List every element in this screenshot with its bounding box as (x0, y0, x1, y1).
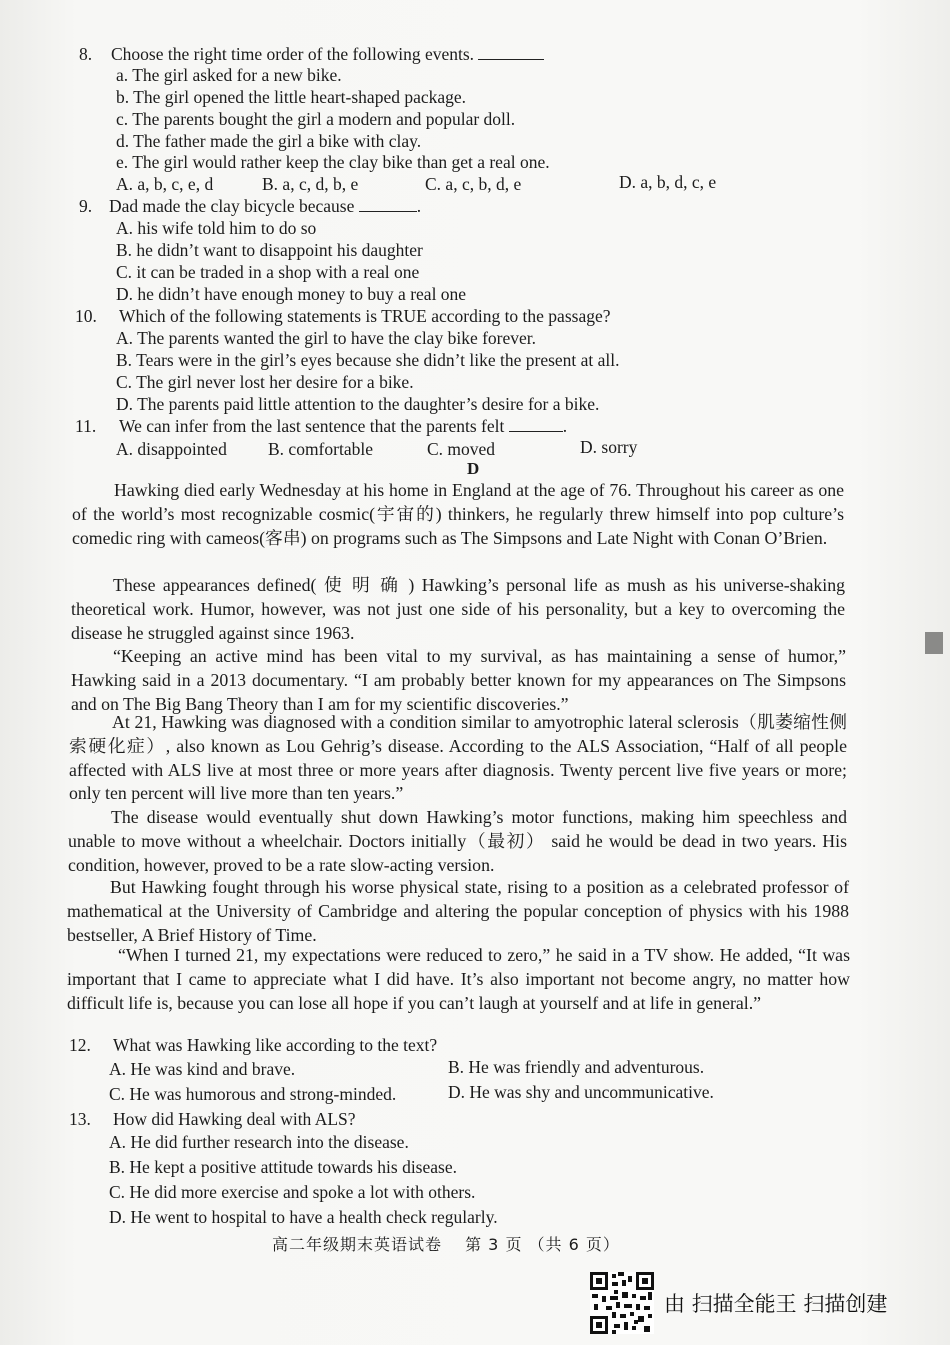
q8-option-c: C. a, c, b, d, e (425, 174, 522, 194)
q8-event-d: d. The father made the girl a bike with clay. (116, 131, 422, 151)
question-12-stem: 12. What was Hawking like according to the text? (69, 1035, 438, 1055)
q13-option-a: A. He did further research into the disease. (109, 1132, 409, 1152)
passage-paragraph-6: But Hawking fought through his worse physical state, rising to a position as a celebrated professor of mathematical at the University of Cambridge and altering the popular conception of physics with his 1988 bestseller, A Brief History of Time. (67, 877, 849, 945)
passage-paragraph-4: At 21, Hawking was diagnosed with a condition similar to amyotrophic lateral sclerosis（肌萎缩性侧索硬化症）, also known as Lou Gehrig’s disease. According to the ALS Association, “Half of all people affected with ALS live at most three or more years after diagnosis. Twenty percent live five years or more; only ten percent will live more than ten years.” (69, 712, 847, 804)
q8-option-b: B. a, c, d, b, e (262, 174, 359, 194)
question-11-stem: 11. We can infer from the last sentence that the parents felt . (75, 416, 568, 436)
q12-option-a: A. He was kind and brave. (109, 1059, 296, 1079)
q12-option-c: C. He was humorous and strong-minded. (109, 1084, 397, 1104)
q8-event-e: e. The girl would rather keep the clay bike than get a real one. (116, 152, 550, 172)
passage-paragraph-5: The disease would eventually shut down Hawking’s motor functions, making him speechless and unable to move without a wheelchair. Doctors initially（最初） said he would be dead in two years. His condition, however, proved to be a rate slow-acting version. (68, 807, 847, 875)
q8-option-a: A. a, b, c, e, d (116, 174, 214, 194)
q10-option-a: A. The parents wanted the girl to have the clay bike forever. (116, 328, 537, 348)
question-9-stem: 9. Dad made the clay bicycle because . (79, 196, 422, 216)
q11-option-b: B. comfortable (268, 439, 373, 459)
q8-event-b: b. The girl opened the little heart-shaped package. (116, 87, 467, 107)
q9-option-a: A. his wife told him to do so (116, 218, 317, 238)
answer-blank (359, 195, 417, 212)
answer-blank (509, 415, 563, 432)
q11-option-d: D. sorry (580, 437, 638, 457)
passage-paragraph-3: “Keeping an active mind has been vital to my survival, as has maintaining a sense of humor,” Hawking said in a 2013 documentary. “I am probably better known for my appearances on The Simpsons and on The Big Bang Theory than I am for my scientific discoveries.” (71, 646, 846, 714)
scanner-watermark: 由 扫描全能王 扫描创建 (664, 1292, 888, 1316)
q10-option-d: D. The parents paid little attention to the daughter’s desire for a bike. (116, 394, 600, 414)
passage-paragraph-1: Hawking died early Wednesday at his home in England at the age of 76. Throughout his career as one of the world’s most recognizable cosmic(宇宙的) thinkers, he regularly threw himself into pop culture’s comedic ring with cameos(客串) on programs such as The Simpsons and Late Night with Conan O’Brien. (72, 480, 844, 548)
answer-blank (478, 43, 544, 60)
passage-paragraph-2: These appearances defined( 使 明 确 ) Hawking’s personal life as mush as his universe-shaking theoretical work. Humor, however, was not just one side of his personality, but a key to overcoming the disease he struggled against since 1963. (71, 575, 845, 643)
q13-option-c: C. He did more exercise and spoke a lot with others. (109, 1182, 476, 1202)
q9-option-d: D. he didn’t have enough money to buy a real one (116, 284, 467, 304)
qr-code-icon (590, 1272, 654, 1334)
q12-option-d: D. He was shy and uncommunicative. (448, 1082, 714, 1102)
q9-option-b: B. he didn’t want to disappoint his daughter (116, 240, 423, 260)
q10-option-b: B. Tears were in the girl’s eyes because she didn’t like the present at all. (116, 350, 620, 370)
q12-option-b: B. He was friendly and adventurous. (448, 1057, 705, 1077)
q10-option-c: C. The girl never lost her desire for a bike. (116, 372, 414, 392)
q8-option-d: D. a, b, d, c, e (619, 172, 717, 192)
question-8-stem: 8. Choose the right time order of the following events. (79, 43, 544, 65)
q11-option-c: C. moved (427, 439, 496, 459)
page-footer: 高二年级期末英语试卷 第 3 页 （共 6 页） (272, 1235, 620, 1254)
q13-option-d: D. He went to hospital to have a health check regularly. (109, 1207, 498, 1227)
scan-edge-mark (925, 632, 943, 654)
q8-event-c: c. The parents bought the girl a modern and popular doll. (116, 109, 516, 129)
q13-option-b: B. He kept a positive attitude towards his disease. (109, 1157, 457, 1177)
question-10-stem: 10. Which of the following statements is TRUE according to the passage? (75, 306, 611, 326)
section-title: D (467, 459, 480, 478)
q8-event-a: a. The girl asked for a new bike. (116, 65, 342, 85)
q11-option-a: A. disappointed (116, 439, 227, 459)
question-13-stem: 13. How did Hawking deal with ALS? (69, 1109, 356, 1129)
q9-option-c: C. it can be traded in a shop with a real one (116, 262, 420, 282)
passage-paragraph-7: “When I turned 21, my expectations were reduced to zero,” he said in a TV show. He added, “It was important that I came to appreciate what I did have. It’s also important not become angry, no matter how difficult life is, because you can lose all hope if you can’t laugh at yourself and at life in general.” (67, 945, 850, 1013)
